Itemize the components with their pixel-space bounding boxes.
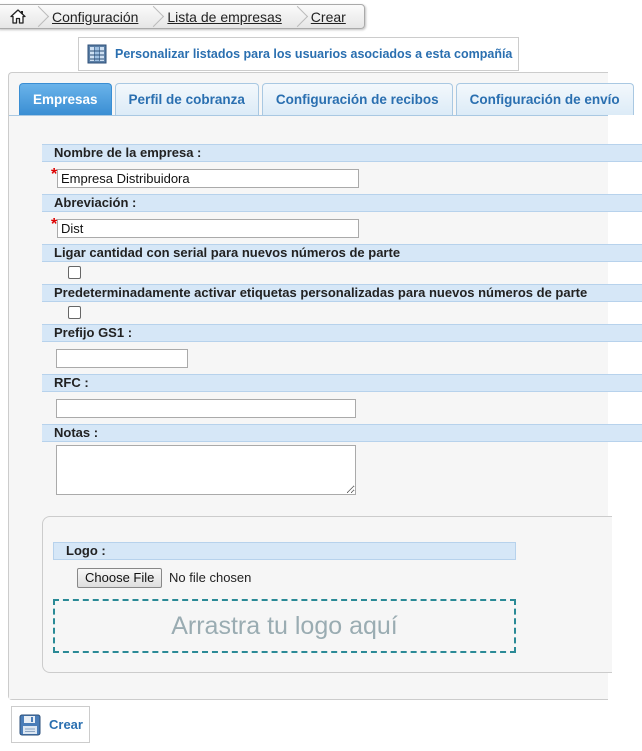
- customize-listings-label: Personalizar listados para los usuarios asociados a esta compañía: [115, 47, 513, 61]
- breadcrumb-item-crear[interactable]: Crear: [310, 8, 346, 25]
- create-button[interactable]: [11, 706, 90, 743]
- custom-labels-default-checkbox[interactable]: [68, 306, 81, 319]
- company-form-panel: [8, 72, 620, 700]
- required-marker: *: [51, 166, 58, 183]
- create-button-label: Crear: [49, 717, 83, 732]
- logo-label: Logo :: [53, 542, 516, 560]
- logo-dropzone-text: Arrastra tu logo aquí: [171, 611, 398, 640]
- gs1-prefix-input[interactable]: [56, 349, 188, 368]
- breadcrumb: [0, 4, 365, 29]
- table-settings-icon: [87, 44, 107, 64]
- company-name-input[interactable]: [57, 169, 359, 188]
- tab-configuracion-envio[interactable]: Configuración de envío: [456, 83, 634, 115]
- abbreviation-label: Abreviación :: [42, 194, 642, 212]
- required-marker: *: [51, 216, 58, 233]
- gs1-prefix-label: Prefijo GS1 :: [42, 324, 642, 342]
- logo-section: [42, 516, 612, 673]
- rfc-label: RFC :: [42, 374, 642, 392]
- customize-listings-link[interactable]: [78, 37, 519, 71]
- abbreviation-input[interactable]: [57, 219, 359, 238]
- notes-textarea[interactable]: [56, 445, 356, 495]
- logo-dropzone[interactable]: [53, 599, 516, 653]
- breadcrumb-item-lista-empresas[interactable]: Lista de empresas: [167, 8, 282, 25]
- save-disk-icon: [19, 714, 41, 736]
- tab-bar: [19, 83, 634, 116]
- link-quantity-serial-label: Ligar cantidad con serial para nuevos números de parte: [42, 244, 642, 262]
- breadcrumb-item-configuracion[interactable]: Configuración: [52, 8, 139, 25]
- link-quantity-serial-checkbox[interactable]: [68, 266, 81, 279]
- home-icon: [10, 9, 26, 24]
- rfc-input[interactable]: [56, 399, 356, 418]
- file-status-text: No file chosen: [169, 570, 252, 585]
- custom-labels-default-label: Predeterminadamente activar etiquetas personalizadas para nuevos números de parte: [42, 284, 642, 302]
- tab-configuracion-recibos[interactable]: Configuración de recibos: [262, 83, 453, 115]
- notes-label: Notas :: [42, 424, 642, 442]
- tab-content-empresas: [9, 116, 608, 699]
- choose-file-button[interactable]: Choose File: [77, 568, 162, 588]
- company-name-label: Nombre de la empresa :: [42, 144, 642, 162]
- tab-perfil-cobranza[interactable]: Perfil de cobranza: [115, 83, 259, 115]
- tab-empresas[interactable]: Empresas: [19, 83, 112, 115]
